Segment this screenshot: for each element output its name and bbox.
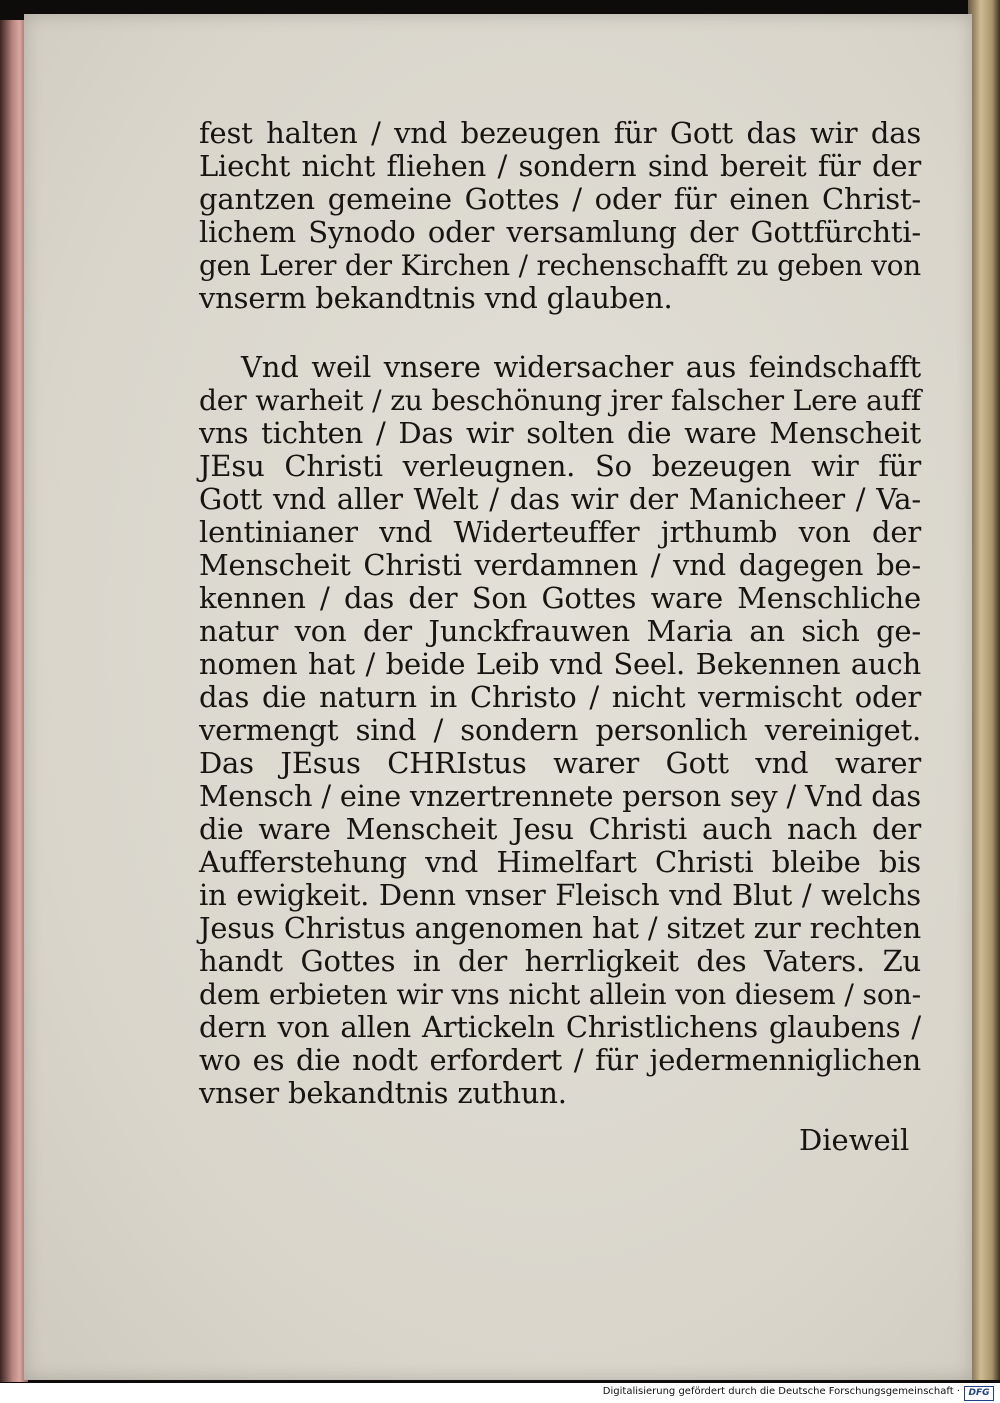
paragraph-gap [199,315,921,351]
text-line: der warheit / zu beschönung jrer falscher Lere auff [199,384,921,417]
text-line: nomen hat / beide Leib vnd Seel. Bekennen auch [199,647,921,681]
text-line: Aufferstehung vnd Himelfart Christi bleibe bis [199,845,921,879]
text-line: gen Lerer der Kirchen / rechenschafft zu geben von [199,249,921,282]
text-line: dem erbieten wir vns nicht allein von diesem / son- [199,978,921,1011]
text-line: natur von der Junckfrauwen Maria an sich ge- [199,614,921,648]
text-line: vermengt sind / sondern personlich vereiniget. [199,713,921,747]
text-line: lentinianer vnd Widerteuffer jrthumb von der [199,515,921,549]
text-line: wo es die nodt erfordert / für jedermenniglichen [199,1043,921,1077]
text-line: vns tichten / Das wir solten die ware Menscheit [199,416,921,450]
text-line: Jesus Christus angenomen hat / sitzet zur rechten [199,911,921,945]
dfg-logo-icon: DFG [964,1386,994,1401]
text-line: vnser bekandtnis zuthun. [199,1076,567,1110]
text-line: kennen / das der Son Gottes ware Menschliche [199,581,921,615]
book-edge-right [968,0,1000,1380]
catchword: Dieweil [799,1123,910,1157]
text-line: das die naturn in Christo / nicht vermischt oder [199,680,921,714]
text-line: Vnd weil vnsere widersacher aus feindschafft [241,350,921,384]
text-line: in ewigkeit. Denn vnser Fleisch vnd Blut / welchs [199,878,921,912]
funding-credit: Digitalisierung gefördert durch die Deutsche Forschungsgemeinschaft · [602,1386,960,1397]
text-line: vnserm bekandtnis vnd glauben. [199,281,673,315]
text-line: Das JEsus CHRIstus warer Gott vnd warer [199,746,921,780]
text-line: Mensch / eine vnzertrennete person sey / Vnd das [199,779,921,813]
footer-bar [0,1383,1000,1403]
body-text [199,117,921,1110]
text-line: handt Gottes in der herrligkeit des Vaters. Zu [199,944,921,978]
text-line: JEsu Christi verleugnen. So bezeugen wir für [199,449,921,483]
text-line: fest halten / vnd bezeugen für Gott das wir das [199,116,921,150]
text-line: dern von allen Artickeln Christlichens glaubens / [199,1010,921,1044]
text-line: die ware Menscheit Jesu Christi auch nach der [199,812,921,846]
text-line: gantzen gemeine Gottes / oder für einen Christ- [199,182,921,216]
text-line: Liecht nicht fliehen / sondern sind bereit für der [199,149,921,183]
text-line: lichem Synodo oder versamlung der Gottfürchti- [199,215,921,249]
text-line: Gott vnd aller Welt / das wir der Manicheer / Va- [199,482,921,516]
document-page [24,14,972,1380]
text-line: Menscheit Christi verdamnen / vnd dagegen be- [199,548,921,582]
